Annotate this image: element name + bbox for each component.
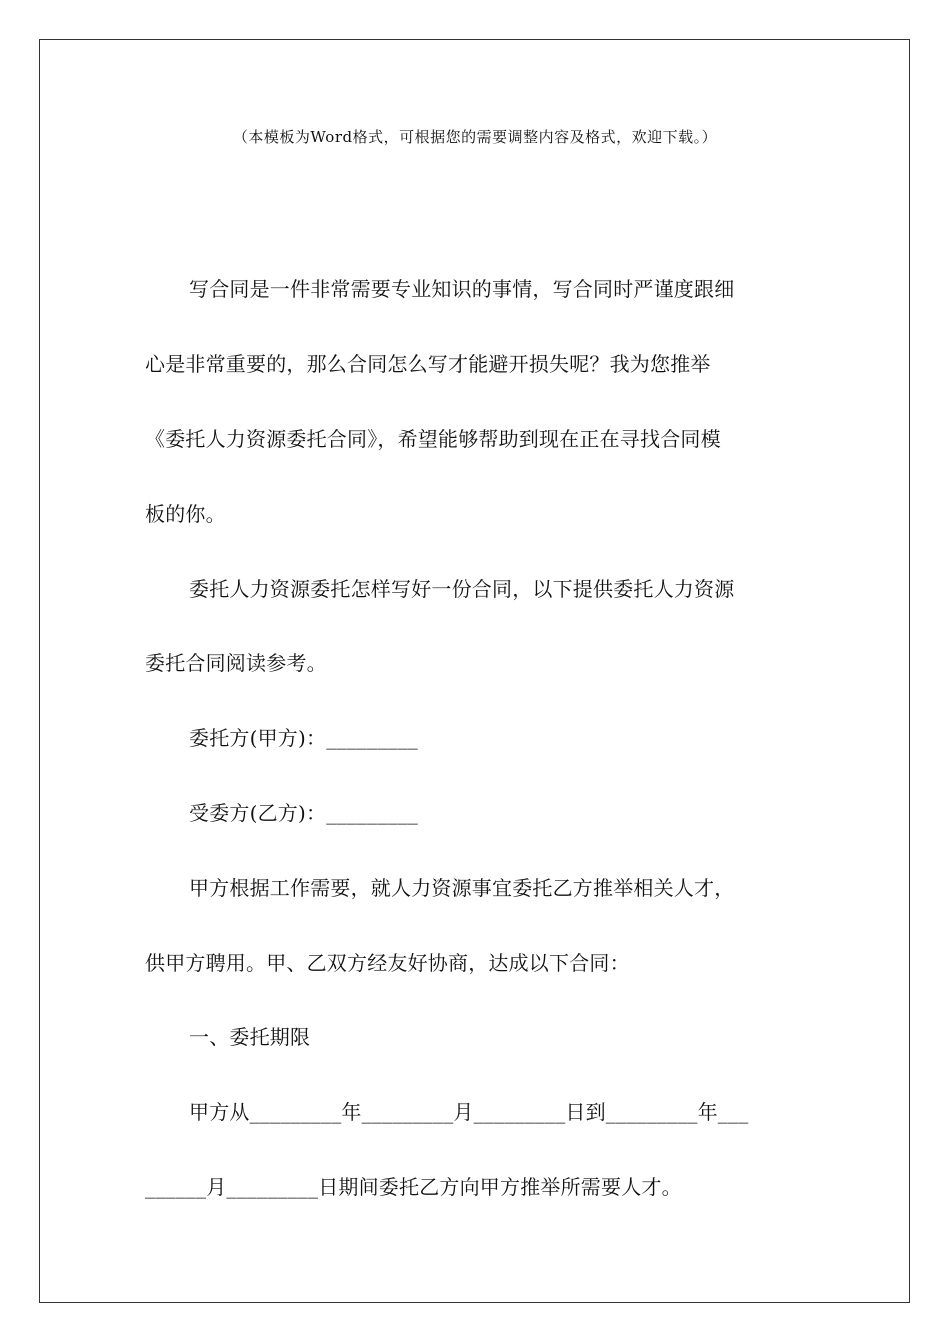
party-b-line: 受委方(乙方)：_________ [189, 801, 419, 825]
term-line-1: 甲方从_________年_________月_________日到_________年___ [189, 1100, 749, 1124]
intro-line-4: 板的你。 [145, 502, 226, 526]
purpose-line-2: 供甲方聘用。甲、乙双方经友好协商，达成以下合同： [145, 951, 630, 975]
party-a-line: 委托方(甲方)：_________ [189, 726, 419, 750]
reference-line-2: 委托合同阅读参考。 [145, 651, 327, 675]
purpose-line-1: 甲方根据工作需要，就人力资源事宜委托乙方推举相关人才， [189, 876, 735, 900]
intro-line-1: 写合同是一件非常需要专业知识的事情，写合同时严谨度跟细 [189, 277, 735, 301]
intro-line-2: 心是非常重要的，那么合同怎么写才能避开损失呢？我为您推举 [145, 352, 711, 376]
intro-line-3: 《委托人力资源委托合同》，希望能够帮助到现在正在寻找合同模 [145, 427, 721, 451]
section-1-heading: 一、委托期限 [189, 1025, 311, 1049]
reference-line-1: 委托人力资源委托怎样写好一份合同，以下提供委托人力资源 [189, 577, 735, 601]
template-note: （本模板为Word格式，可根据您的需要调整内容及格式，欢迎下载。） [232, 128, 718, 146]
term-line-2: ______月_________日期间委托乙方向甲方推举所需要人才。 [145, 1175, 682, 1199]
